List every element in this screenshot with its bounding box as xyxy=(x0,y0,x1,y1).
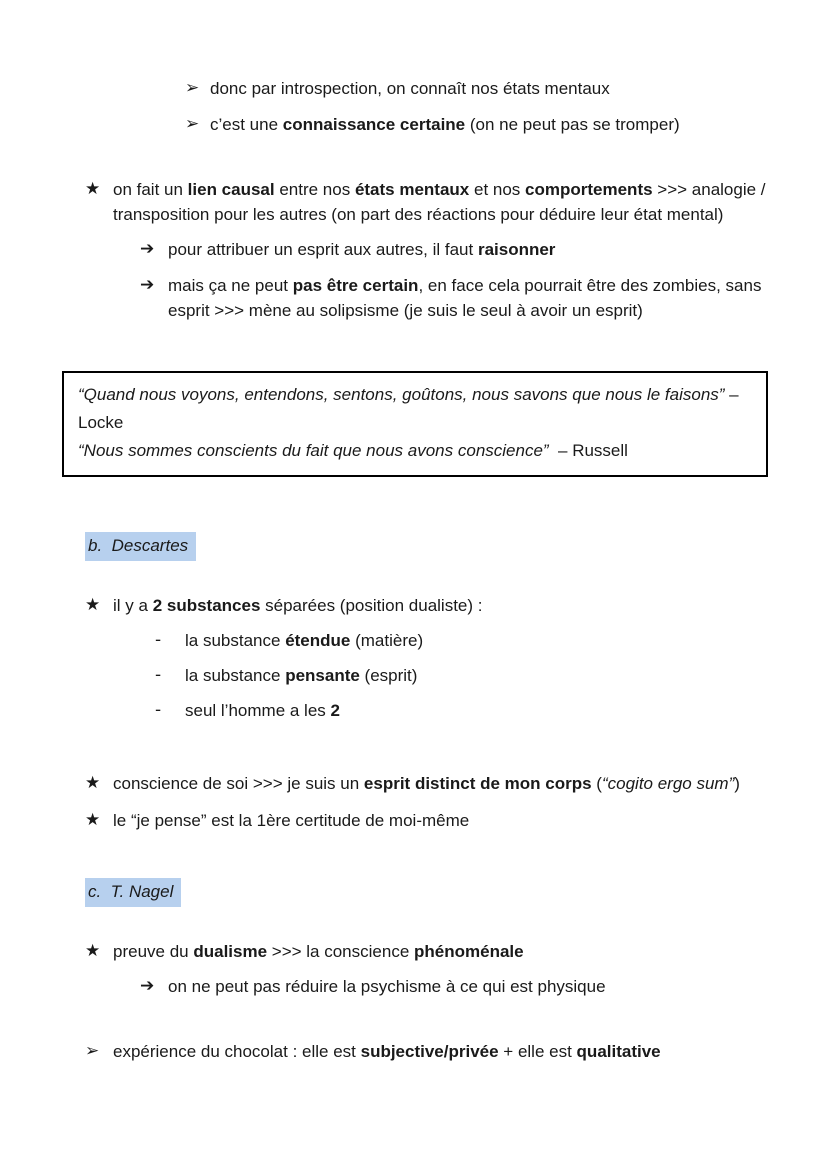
star-line-je-pense xyxy=(85,808,768,833)
text-run-bold: pensante xyxy=(285,666,360,685)
text-run: expérience du chocolat : elle est xyxy=(113,1042,361,1061)
text-run-bold: phénoménale xyxy=(414,942,524,961)
dash-line-homme xyxy=(155,698,768,723)
bullet-text xyxy=(113,808,768,833)
text-run-bold: dualisme xyxy=(193,942,268,961)
text-run-bold: lien causal xyxy=(187,180,275,199)
text-run-bold: raisonner xyxy=(477,240,556,259)
text-run: mais ça ne peut xyxy=(168,276,293,295)
text-run: , en face cela pourrait être des zombies, sans esprit >>> mène au solipsisme (je suis le seul à avoir un esprit) xyxy=(168,276,767,320)
text-run: il y a xyxy=(113,596,153,615)
quote-text: “Quand nous voyons, entendons, sentons, goûtons, nous savons que nous le faisons” xyxy=(78,385,725,404)
quote-text: “Nous sommes conscients du fait que nous avons conscience” xyxy=(78,441,549,460)
bullet-text xyxy=(168,237,768,262)
star-line-lien-causal xyxy=(85,177,771,227)
dash-bullet-icon: - xyxy=(155,630,162,650)
section-heading-label: b. Descartes xyxy=(85,532,196,561)
triangle-bullet-icon: ➢ xyxy=(85,1041,100,1061)
text-run: + elle est xyxy=(498,1042,577,1061)
bullet-text xyxy=(210,76,768,101)
dash-bullet-icon: - xyxy=(155,665,162,685)
text-run: on ne peut pas réduire la psychisme à ce qui est physique xyxy=(168,977,606,996)
text-run-bold: étendue xyxy=(285,631,351,650)
text-run: la substance xyxy=(185,666,286,685)
bullet-text xyxy=(113,771,768,796)
dash-bullet-icon: - xyxy=(155,700,162,720)
star-bullet-icon: ★ xyxy=(85,595,101,615)
arrow-bullet-icon: ➔ xyxy=(140,275,155,295)
text-run-bold: qualitative xyxy=(576,1042,661,1061)
text-run-bold: subjective/privée xyxy=(360,1042,499,1061)
bullet-text xyxy=(113,939,768,964)
text-run-bold: esprit distinct de mon corps xyxy=(363,774,592,793)
text-run: >>> la conscience xyxy=(267,942,415,961)
dash-line-etendue xyxy=(155,628,768,653)
dash-line-pensante xyxy=(155,663,768,688)
star-bullet-icon: ★ xyxy=(85,179,101,199)
arrow-line-raisonner xyxy=(140,237,768,262)
text-run: la substance xyxy=(185,631,286,650)
bullet-line-introspection xyxy=(185,76,768,101)
bullet-text xyxy=(168,974,768,999)
star-line-substances xyxy=(85,593,768,618)
bullet-text xyxy=(185,698,768,723)
quote-attribution: – Locke xyxy=(78,385,744,432)
text-run: séparées (position dualiste) : xyxy=(260,596,483,615)
text-run-bold: états mentaux xyxy=(354,180,470,199)
text-run-bold: pas être certain xyxy=(292,276,419,295)
text-run: preuve du xyxy=(113,942,194,961)
text-run: et nos xyxy=(469,180,526,199)
text-run-bold: 2 xyxy=(330,701,340,720)
quote-russell xyxy=(78,437,752,465)
star-line-cogito xyxy=(85,771,768,796)
quote-attribution: – Russell xyxy=(548,441,628,460)
triangle-bullet-icon: ➢ xyxy=(185,78,200,98)
star-bullet-icon: ★ xyxy=(85,810,101,830)
bullet-text xyxy=(210,112,768,137)
triangle-bullet-icon: ➢ xyxy=(185,114,200,134)
arrow-line-zombies xyxy=(140,273,768,323)
bullet-text xyxy=(168,273,768,323)
arrow-line-psychisme xyxy=(140,974,768,999)
star-line-dualisme xyxy=(85,939,768,964)
text-run: donc par introspection, on connaît nos états mentaux xyxy=(210,79,610,98)
text-run: seul l’homme a les xyxy=(185,701,331,720)
text-run: ( xyxy=(591,774,602,793)
arrow-bullet-icon: ➔ xyxy=(140,976,155,996)
text-run: entre nos xyxy=(274,180,355,199)
section-heading-descartes xyxy=(85,532,768,561)
section-heading-label: c. T. Nagel xyxy=(85,878,181,907)
text-run: >>> analogie / transposition pour les autres (on part des réactions pour déduire leur état mental) xyxy=(113,180,771,224)
text-run: pour attribuer un esprit aux autres, il faut xyxy=(168,240,478,259)
bullet-line-connaissance xyxy=(185,112,768,137)
quote-box xyxy=(62,371,768,477)
text-run: le “je pense” est la 1ère certitude de moi-même xyxy=(113,811,470,830)
text-run: (matière) xyxy=(350,631,424,650)
text-run: (esprit) xyxy=(359,666,418,685)
bullet-text xyxy=(113,177,771,227)
text-run-bold: 2 substances xyxy=(152,596,261,615)
quote-locke xyxy=(78,381,752,437)
section-heading-nagel xyxy=(85,878,768,907)
star-bullet-icon: ★ xyxy=(85,773,101,793)
text-run-italic: “cogito ergo sum” xyxy=(601,774,735,793)
bullet-text xyxy=(185,663,768,688)
text-run: (on ne peut pas se tromper) xyxy=(465,115,680,134)
bullet-line-chocolat xyxy=(85,1039,768,1064)
bullet-text xyxy=(185,628,768,653)
bullet-text xyxy=(113,1039,768,1064)
text-run-bold: comportements xyxy=(525,180,653,199)
text-run: ) xyxy=(734,774,740,793)
text-run-bold: connaissance certaine xyxy=(282,115,466,134)
arrow-bullet-icon: ➔ xyxy=(140,239,155,259)
text-run: c’est une xyxy=(210,115,283,134)
star-bullet-icon: ★ xyxy=(85,941,101,961)
bullet-text xyxy=(113,593,768,618)
text-run: on fait un xyxy=(113,180,188,199)
text-run: conscience de soi >>> je suis un xyxy=(113,774,364,793)
